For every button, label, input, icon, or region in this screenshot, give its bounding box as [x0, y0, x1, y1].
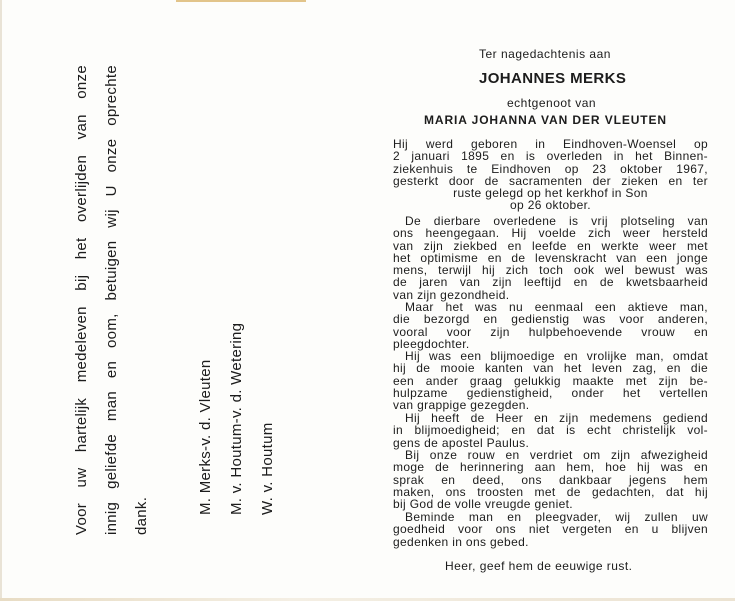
paragraph-line: een ander graag gelukkig maakte met zijn be- [393, 373, 708, 388]
paragraph-line: goedheid voor ons niet vergeten en u blijven [393, 522, 708, 537]
signature-3: W. v. Houtum [259, 422, 276, 515]
bio-line: Hij werd geboren in Eindhoven-Woensel op [393, 137, 708, 151]
paragraph-line: van zijn ziekbed en leefde en werkte weer met [393, 238, 708, 253]
paragraph-5 [393, 449, 708, 510]
bio-line: 2 januari 1895 en is overleden in het Binnen- [393, 149, 708, 164]
paragraph-line: die bezorgd en gedienstig was voor anderen, [393, 312, 708, 327]
paragraph-line: hulpzame gedienstigheid, onder het vertellen [393, 385, 708, 400]
paragraph-line: Beminde man en pleegvader, wij zullen uw [405, 510, 708, 524]
deceased-name: JOHANNES MERKS [479, 70, 627, 87]
condolence-line-1: Voor uw hartelijk medeleven bij het overlijden van onze [73, 65, 90, 535]
card-edge-top [176, 0, 306, 2]
paragraph-line: Maar het was nu eenmaal een aktieve man, [405, 300, 708, 314]
paragraph-line: vooral voor zijn hulpbehoevende vrouw en [393, 324, 708, 339]
bio-line: gesterkt door de sacramenten der zieken en ter [393, 173, 708, 188]
closing-prayer: Heer, geef hem de eeuwige rust. [445, 559, 633, 573]
card-edge-left [0, 0, 2, 601]
paragraph-line: van grappige gezegden. [393, 398, 530, 413]
paragraph-line: gens de apostel Paulus. [393, 435, 530, 450]
paragraph-line: het optimisme en de levenskracht van een jonge [393, 250, 708, 265]
signature-1: M. Merks-v. d. Vleuten [197, 359, 214, 515]
paragraph-1 [393, 215, 708, 301]
bio-paragraph [393, 138, 708, 212]
paragraph-line: de jaren van zijn leeftijd en de kwetsbaarheid [393, 275, 708, 290]
condolence-line-3: dank. [133, 496, 150, 535]
condolence-line-2: innig geliefde man en oom, betuigen wij U onze oprechte [103, 65, 120, 535]
paragraph-line: Hij heeft de Heer en zijn medemens gediend [405, 411, 708, 425]
paragraph-3 [393, 350, 708, 411]
bio-line: ruste gelegd op het kerkhof in Son [453, 186, 648, 201]
paragraph-line: bij God de volle vreugde geniet. [393, 497, 573, 512]
paragraph-line: Hij was een blijmoedige en vrolijke man, omdat [405, 349, 708, 363]
spouse-label: echtgenoot van [507, 96, 597, 110]
paragraph-line: mens, terwijl hij zich toch ook wel bewust was [393, 263, 708, 278]
paragraph-line: gedenken in ons gebed. [393, 534, 529, 549]
paragraph-line: in blijmoedigheid; en dat is echt christelijk vol- [393, 423, 708, 438]
paragraph-line: pleegdochter. [393, 336, 470, 351]
paragraph-line: sprak en deed, ons dankbaar jegens hem [393, 472, 708, 487]
spouse-name: MARIA JOHANNA VAN DER VLEUTEN [424, 113, 667, 127]
signature-2: M. v. Houtum-v. d. Wetering [228, 322, 245, 515]
intro-text: Ter nagedachtenis aan [479, 47, 611, 61]
paragraph-line: De dierbare overledene is vrij plotseling van [405, 214, 708, 228]
bio-line: op 26 oktober. [510, 198, 591, 213]
paragraph-line: ons heengegaan. Hij voelde zich weer hersteld [393, 226, 708, 241]
paragraph-line: van zijn gezondheid. [393, 287, 510, 302]
paragraph-2 [393, 301, 708, 350]
paragraph-line: Bij onze rouw en verdriet om zijn afwezigheid [405, 448, 708, 462]
bio-line: ziekenhuis te Eindhoven op 23 oktober 1967, [393, 161, 708, 176]
paragraph-line: moge de herinnering aan hem, hoe hij was en [393, 460, 708, 475]
paragraph-line: maken, ons troosten met de gedachten, dat hij [393, 484, 708, 499]
paragraph-4 [393, 412, 708, 449]
paragraph-6 [393, 511, 708, 548]
paragraph-line: hij de mooie kanten van het leven zag, en die [393, 361, 708, 376]
